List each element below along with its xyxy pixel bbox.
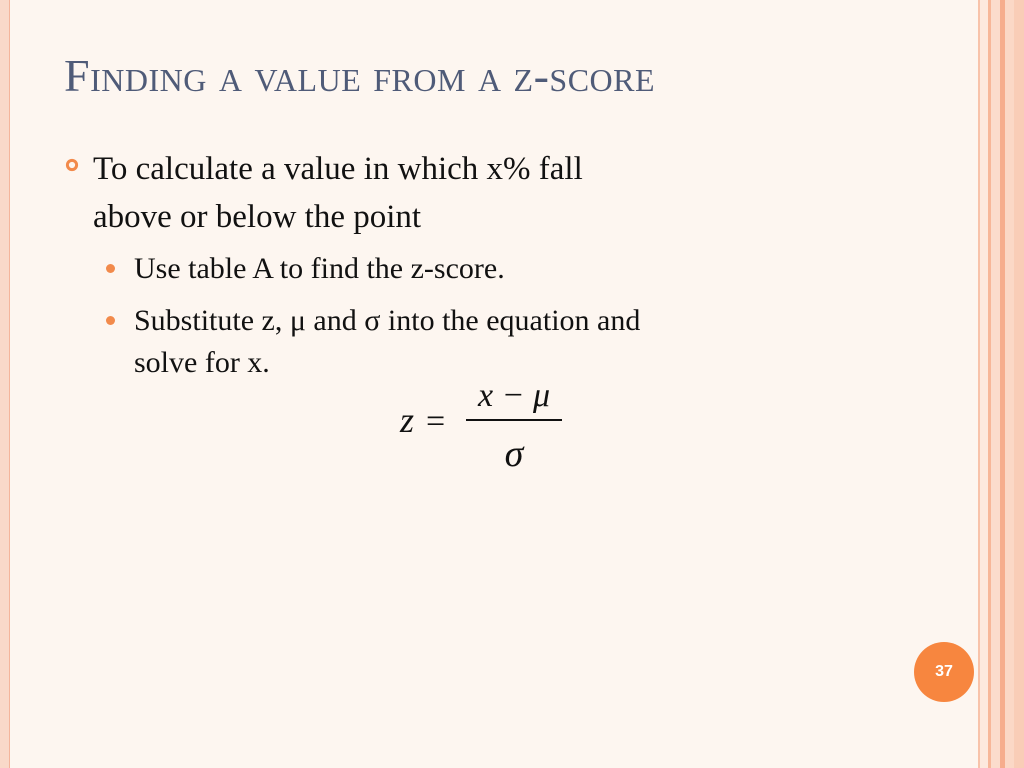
ring-bullet-icon	[65, 158, 79, 172]
sub-bullet-text: Use table A to find the z-score.	[134, 252, 505, 285]
formula-denominator: σ	[504, 433, 524, 475]
z-score-formula	[396, 376, 586, 476]
dot-bullet-icon	[106, 264, 115, 273]
right-decorative-stripes	[978, 0, 1024, 768]
bullet-level-2	[106, 248, 886, 290]
formula-numerator: x − μ	[477, 377, 551, 414]
sub-bullet-text-line-1: Substitute z, μ and σ into the equation and	[134, 304, 641, 337]
stripe	[991, 0, 1000, 768]
dot-bullet-icon	[106, 316, 115, 325]
slide-title: Finding a value from a z-score	[64, 50, 656, 101]
stripe	[1014, 0, 1024, 768]
formula-equals: =	[426, 403, 446, 440]
stripe	[980, 0, 988, 768]
formula-lhs: z	[400, 400, 415, 440]
sub-bullet-text	[134, 300, 886, 384]
bullet-text-line-1: To calculate a value in which x% fall	[93, 151, 583, 187]
bullet-level-2	[106, 300, 886, 384]
sub-bullet-text-line-2: solve for x.	[134, 346, 270, 379]
bullet-text	[93, 145, 805, 241]
bullet-text-line-2: above or below the point	[93, 199, 422, 235]
stripe	[1005, 0, 1014, 768]
left-frame-border	[0, 0, 9, 768]
left-frame-line	[9, 0, 10, 768]
bullet-level-1	[65, 145, 805, 241]
page-number-badge: 37	[914, 642, 974, 702]
